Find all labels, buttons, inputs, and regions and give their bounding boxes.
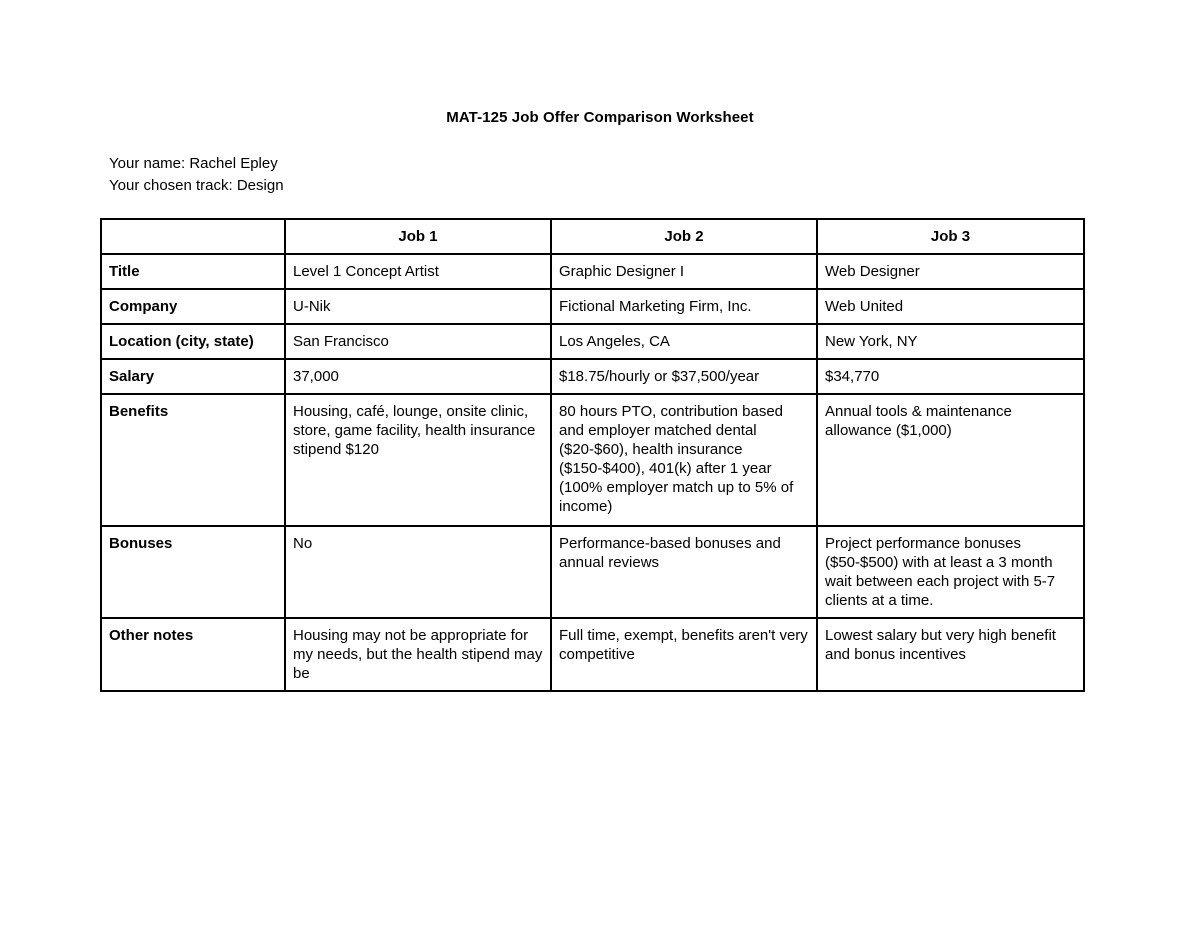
table-cell: Housing may not be appropriate for my needs, but the health stipend may be (285, 618, 551, 691)
row-label: Bonuses (101, 526, 285, 618)
row-label: Company (101, 289, 285, 324)
header-job-2: Job 2 (551, 219, 817, 254)
table-cell: U-Nik (285, 289, 551, 324)
table-row-salary (101, 359, 1084, 394)
row-label: Salary (101, 359, 285, 394)
table-cell: Housing, café, lounge, onsite clinic, store, game facility, health insurance stipend $120 (285, 394, 551, 526)
table-cell: San Francisco (285, 324, 551, 359)
table-header-row (101, 219, 1084, 254)
row-label: Other notes (101, 618, 285, 691)
table-cell: Web United (817, 289, 1084, 324)
table-row-benefits (101, 394, 1084, 526)
header-corner-cell (101, 219, 285, 254)
table-cell: Web Designer (817, 254, 1084, 289)
table-cell: Lowest salary but very high benefit and bonus incentives (817, 618, 1084, 691)
table-cell: Los Angeles, CA (551, 324, 817, 359)
table-cell: 80 hours PTO, contribution based and employer matched dental ($20-$60), health insurance ($150-$400), 401(k) after 1 year (100% employer match up to 5% of income) (551, 394, 817, 526)
table-cell: New York, NY (817, 324, 1084, 359)
table-row-bonuses (101, 526, 1084, 618)
table-cell: Fictional Marketing Firm, Inc. (551, 289, 817, 324)
table-row-location (101, 324, 1084, 359)
header-job-3: Job 3 (817, 219, 1084, 254)
table-cell: $34,770 (817, 359, 1084, 394)
table-cell: Performance-based bonuses and annual reviews (551, 526, 817, 618)
table-cell: Project performance bonuses ($50-$500) with at least a 3 month wait between each project with 5-7 clients at a time. (817, 526, 1084, 618)
table-cell: Annual tools & maintenance allowance ($1,000) (817, 394, 1084, 526)
table-row-title (101, 254, 1084, 289)
table-cell: 37,000 (285, 359, 551, 394)
row-label: Title (101, 254, 285, 289)
table-cell: Graphic Designer I (551, 254, 817, 289)
row-label: Location (city, state) (101, 324, 285, 359)
student-name-line: Your name: Rachel Epley (109, 155, 278, 172)
table-row-other-notes (101, 618, 1084, 691)
table-row-company (101, 289, 1084, 324)
document-title: MAT-125 Job Offer Comparison Worksheet (446, 109, 754, 126)
header-job-1: Job 1 (285, 219, 551, 254)
row-label: Benefits (101, 394, 285, 526)
job-comparison-table (100, 218, 1085, 692)
chosen-track-line: Your chosen track: Design (109, 177, 284, 194)
table-cell: Level 1 Concept Artist (285, 254, 551, 289)
table-cell: Full time, exempt, benefits aren't very competitive (551, 618, 817, 691)
table-cell: $18.75/hourly or $37,500/year (551, 359, 817, 394)
table-cell: No (285, 526, 551, 618)
